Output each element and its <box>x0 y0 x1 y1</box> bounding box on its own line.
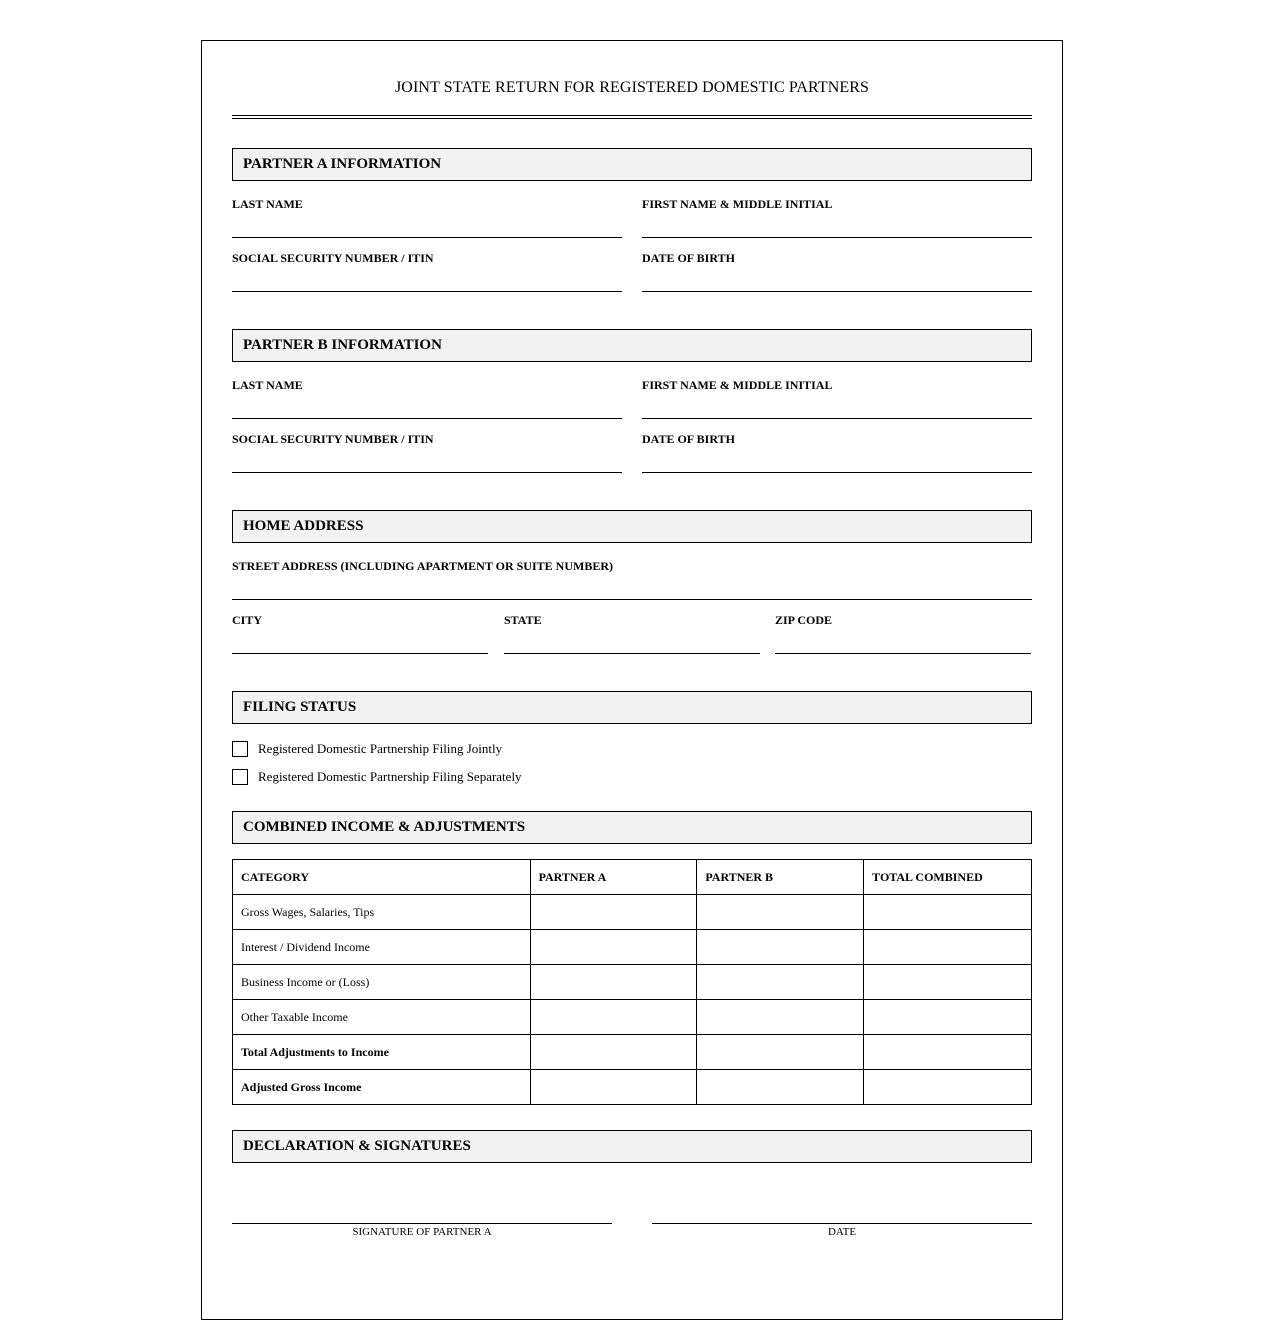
column-header-partner-b: PARTNER B <box>697 860 864 895</box>
cell-partner-b[interactable] <box>697 965 864 1000</box>
filing-option-separately[interactable] <box>232 769 522 785</box>
row-category: Business Income or (Loss) <box>233 965 531 1000</box>
cell-total[interactable] <box>864 965 1032 1000</box>
filing-option-label: Registered Domestic Partnership Filing Separately <box>258 769 522 784</box>
cell-total[interactable] <box>864 895 1032 930</box>
cell-total[interactable] <box>864 930 1032 965</box>
partner-b-dob-field[interactable] <box>642 472 1032 473</box>
section-header-home-address: HOME ADDRESS <box>232 510 1032 543</box>
income-table <box>232 859 1032 1105</box>
section-header-combined-income: COMBINED INCOME & ADJUSTMENTS <box>232 811 1032 844</box>
partner-b-first-name-label: FIRST NAME & MIDDLE INITIAL <box>642 378 833 392</box>
section-header-filing-status: FILING STATUS <box>232 691 1032 724</box>
signature-date-caption: DATE <box>827 1226 857 1238</box>
filing-option-jointly[interactable] <box>232 741 502 757</box>
cell-partner-a[interactable] <box>530 1070 697 1105</box>
partner-b-ssn-label: SOCIAL SECURITY NUMBER / ITIN <box>232 432 434 446</box>
cell-partner-b[interactable] <box>697 1000 864 1035</box>
row-category: Adjusted Gross Income <box>233 1070 531 1105</box>
table-row <box>233 965 1032 1000</box>
filing-option-label: Registered Domestic Partnership Filing Jointly <box>258 741 503 756</box>
state-field[interactable] <box>504 653 760 654</box>
partner-a-first-name-label: FIRST NAME & MIDDLE INITIAL <box>642 197 833 211</box>
signature-date-line[interactable] <box>652 1223 1032 1224</box>
partner-a-dob-label: DATE OF BIRTH <box>642 251 735 265</box>
cell-partner-b[interactable] <box>697 930 864 965</box>
table-row <box>233 930 1032 965</box>
signature-partner-a-line[interactable] <box>232 1223 612 1224</box>
row-category: Interest / Dividend Income <box>233 930 531 965</box>
cell-total[interactable] <box>864 1070 1032 1105</box>
partner-a-last-name-field[interactable] <box>232 237 622 238</box>
row-category: Gross Wages, Salaries, Tips <box>233 895 531 930</box>
city-field[interactable] <box>232 653 488 654</box>
partner-a-dob-field[interactable] <box>642 291 1032 292</box>
title-double-rule <box>232 115 1032 119</box>
income-table-header-row <box>233 860 1032 895</box>
cell-partner-b[interactable] <box>697 895 864 930</box>
row-category: Total Adjustments to Income <box>233 1035 531 1070</box>
partner-a-last-name-label: LAST NAME <box>232 197 303 211</box>
partner-b-first-name-field[interactable] <box>642 418 1032 419</box>
column-header-total-combined: TOTAL COMBINED <box>864 860 1032 895</box>
checkbox-separately[interactable] <box>232 769 248 785</box>
partner-b-last-name-label: LAST NAME <box>232 378 303 392</box>
zip-code-label: ZIP CODE <box>775 613 833 627</box>
form-title: JOINT STATE RETURN FOR REGISTERED DOMESTIC PARTNERS <box>394 79 869 96</box>
table-row <box>233 1035 1032 1070</box>
street-address-label: STREET ADDRESS (INCLUDING APARTMENT OR SUITE NUMBER) <box>232 559 613 573</box>
cell-partner-a[interactable] <box>530 1035 697 1070</box>
state-label: STATE <box>504 613 542 627</box>
cell-partner-b[interactable] <box>697 1035 864 1070</box>
table-row <box>233 1070 1032 1105</box>
partner-a-ssn-label: SOCIAL SECURITY NUMBER / ITIN <box>232 251 434 265</box>
partner-b-ssn-field[interactable] <box>232 472 622 473</box>
table-row <box>233 895 1032 930</box>
partner-b-dob-label: DATE OF BIRTH <box>642 432 735 446</box>
cell-total[interactable] <box>864 1000 1032 1035</box>
checkbox-jointly[interactable] <box>232 741 248 757</box>
form-page <box>201 40 1063 1320</box>
partner-b-last-name-field[interactable] <box>232 418 622 419</box>
table-row <box>233 1000 1032 1035</box>
cell-partner-a[interactable] <box>530 930 697 965</box>
row-category: Other Taxable Income <box>233 1000 531 1035</box>
cell-partner-b[interactable] <box>697 1070 864 1105</box>
street-address-field[interactable] <box>232 599 1032 600</box>
partner-a-ssn-field[interactable] <box>232 291 622 292</box>
zip-code-field[interactable] <box>775 653 1031 654</box>
cell-partner-a[interactable] <box>530 965 697 1000</box>
cell-total[interactable] <box>864 1035 1032 1070</box>
city-label: CITY <box>232 613 263 627</box>
section-header-partner-b: PARTNER B INFORMATION <box>232 329 1032 362</box>
signature-partner-a-caption: SIGNATURE OF PARTNER A <box>352 1226 492 1238</box>
cell-partner-a[interactable] <box>530 1000 697 1035</box>
column-header-partner-a: PARTNER A <box>530 860 697 895</box>
partner-a-first-name-field[interactable] <box>642 237 1032 238</box>
cell-partner-a[interactable] <box>530 895 697 930</box>
section-header-partner-a: PARTNER A INFORMATION <box>232 148 1032 181</box>
section-header-declaration: DECLARATION & SIGNATURES <box>232 1130 1032 1163</box>
column-header-category: CATEGORY <box>233 860 531 895</box>
